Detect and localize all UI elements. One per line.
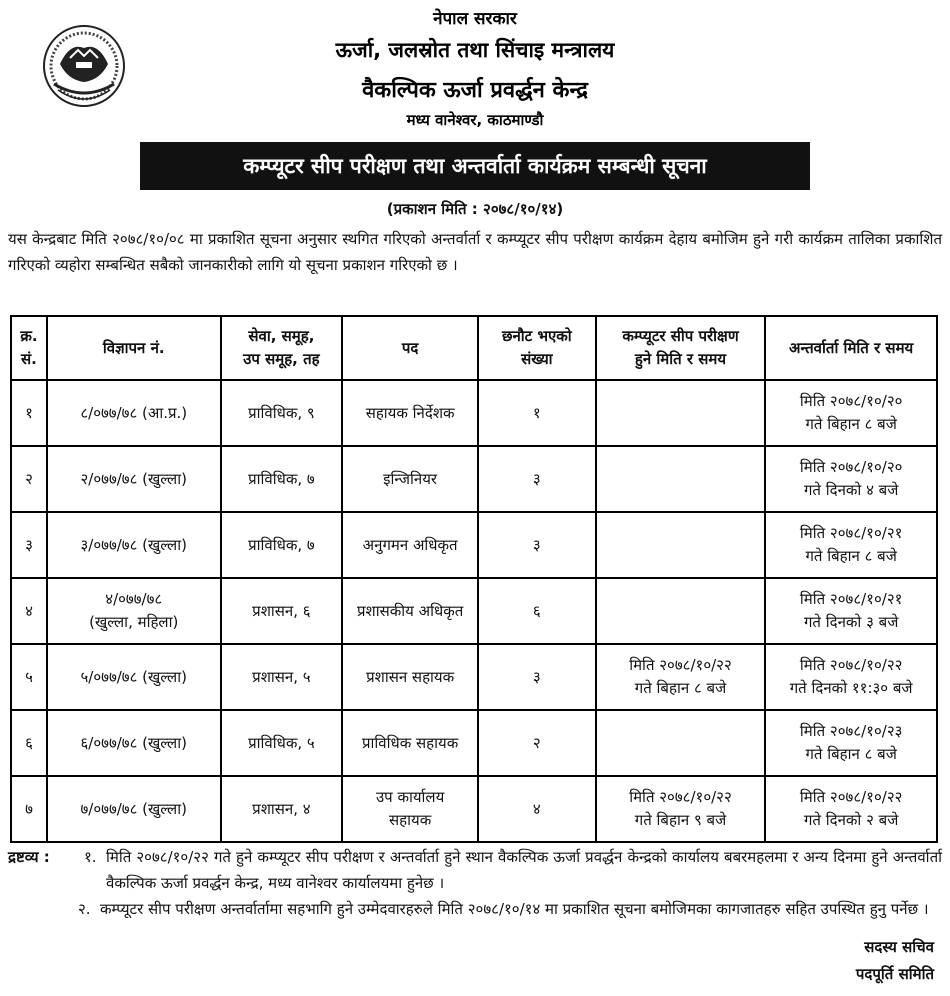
cell-count: ३ (478, 512, 596, 578)
cell-ad-line: (खुल्ला, महिला) (89, 613, 179, 631)
cell-service: प्राविधिक, ७ (221, 512, 343, 578)
cell-post-line: प्रशासकीय अधिकृत (356, 601, 464, 620)
cell-post (342, 578, 478, 644)
header-sn (11, 316, 47, 380)
header-cst (596, 316, 766, 380)
publication-date: (प्रकाशन मिति : २०७८/१०/१४) (386, 200, 564, 218)
cell-interview (765, 578, 937, 644)
cell-interview-line: मिति २०७८/१०/२२ (799, 788, 903, 806)
cell-cst (596, 578, 766, 644)
cell-cst (596, 644, 766, 710)
cell-sn: ६ (11, 710, 47, 776)
signature-block (856, 934, 934, 988)
cell-post-line: सहायक (389, 811, 432, 829)
cell-count: १ (478, 380, 596, 446)
cell-interview (765, 512, 937, 578)
cell-sn: ३ (11, 512, 47, 578)
cell-cst (596, 710, 766, 776)
cell-ad (47, 446, 221, 512)
note-item (8, 896, 942, 922)
header-line-government: नेपाल सरकार (433, 9, 517, 29)
table-row (11, 644, 937, 710)
cell-sn: १ (11, 380, 47, 446)
table-row (11, 578, 937, 644)
cell-service: प्रशासन, ५ (221, 644, 343, 710)
signature-title: सदस्य सचिव (864, 938, 934, 956)
header-line-address: मध्य वानेश्वर, काठमाण्डौ (406, 111, 544, 129)
signature-committee: पदपूर्ति समिति (855, 965, 934, 983)
header-count-line: संख्या (521, 350, 553, 368)
notice-title-banner: कम्प्यूटर सीप परीक्षण तथा अन्तर्वार्ता कार्यक्रम सम्बन्धी सूचना (140, 142, 810, 190)
cell-post (342, 446, 478, 512)
header-ad: विज्ञापन नं. (47, 316, 221, 380)
schedule-table (10, 315, 938, 843)
notes-lead: द्रष्टव्य : (8, 848, 50, 866)
cell-post-line: प्रशासन सहायक (366, 667, 455, 686)
cell-cst (596, 512, 766, 578)
intro-paragraph: यस केन्द्रबाट मिति २०७८/१०/०८ मा प्रकाशित सूचना अनुसार स्थगित गरिएको अन्तर्वार्ता र कम्प्यूटर सीप परीक्षण कार्यक्रम देहाय बमोजिम हुने गरी कार्यक्रम तालिका प्रकाशित गरिएको व्यहोरा सम्बन्धित सबैको जानकारीको लागि यो सूचना प्रकाशन गरिएको छ । (8, 230, 942, 274)
cell-post (342, 512, 478, 578)
cell-interview-line: गते दिनको २ बजे (803, 811, 899, 829)
cell-post (342, 776, 478, 842)
notes-section (8, 844, 942, 922)
cell-interview-line: गते दिनको ४ बजे (803, 481, 899, 499)
cell-service: प्रशासन, ६ (221, 578, 343, 644)
cell-interview-line: मिति २०७८/१०/२१ (799, 590, 903, 608)
cell-count: ४ (478, 776, 596, 842)
cell-interview (765, 644, 937, 710)
cell-sn: ४ (11, 578, 47, 644)
cell-count: ३ (478, 644, 596, 710)
cell-post (342, 380, 478, 446)
note-number: २. (78, 900, 91, 918)
cell-interview-line: मिति २०७८/१०/२३ (799, 722, 903, 740)
table-row (11, 380, 937, 446)
header-interview: अन्तर्वार्ता मिति र समय (765, 316, 937, 380)
header-service-line: उप समूह, तह (243, 350, 320, 368)
cell-interview-line: गते बिहान ८ बजे (805, 745, 897, 763)
cell-ad (47, 776, 221, 842)
cell-cst-line: गते बिहान ८ बजे (634, 679, 727, 697)
cell-count: ३ (478, 446, 596, 512)
cell-post-line: प्राविधिक सहायक (361, 733, 459, 752)
cell-ad-line: ८/०७७/७८ (आ.प्र.) (80, 403, 188, 422)
table-row (11, 512, 937, 578)
cell-ad-line: ३/०७७/७८ (खुल्ला) (80, 535, 187, 554)
cell-post-line: उप कार्यालय (375, 788, 445, 806)
table-row (11, 776, 937, 842)
header-service-line: सेवा, समूह, (248, 327, 315, 345)
note-number: १. (84, 848, 97, 866)
cell-ad (47, 644, 221, 710)
cell-post-line: सहायक निर्देशक (365, 403, 455, 422)
header-count-line: छनौट भएको (501, 327, 572, 345)
cell-interview (765, 380, 937, 446)
cell-cst (596, 776, 766, 842)
cell-ad-line: ७/०७७/७८ (खुल्ला) (80, 799, 187, 818)
cell-interview-line: गते दिनको ११:३० बजे (789, 679, 913, 697)
cell-service: प्राविधिक, ७ (221, 446, 343, 512)
note-text: मिति २०७८/१०/२२ गते हुने कम्प्यूटर सीप परीक्षण र अन्तर्वार्ता हुने स्थान वैकल्पिक ऊर्जा प्रवर्द्धन केन्द्रको कार्यालय बबरमहलमा र अन्य दिनमा हुने अन्तर्वार्ता वैकल्पिक ऊर्जा प्रवर्द्धन केन्द्र, मध्य वानेश्वर कार्यालयमा हुनेछ । (106, 848, 943, 892)
cell-count: २ (478, 710, 596, 776)
cell-cst (596, 446, 766, 512)
cell-service: प्राविधिक, ५ (221, 710, 343, 776)
cell-interview-line: गते बिहान ८ बजे (805, 547, 897, 565)
header-count (478, 316, 596, 380)
cell-interview-line: मिति २०७८/१०/२० (799, 458, 903, 476)
cell-interview (765, 776, 937, 842)
cell-cst-line: मिति २०७८/१०/२२ (629, 788, 732, 806)
header-cst-line: कम्प्यूटर सीप परीक्षण (622, 327, 739, 345)
cell-count: ६ (478, 578, 596, 644)
cell-cst-line: गते बिहान ९ बजे (634, 811, 727, 829)
cell-interview (765, 446, 937, 512)
header-service (221, 316, 343, 380)
cell-cst (596, 380, 766, 446)
header-line-ministry: ऊर्जा, जलस्रोत तथा सिंचाइ मन्त्रालय (335, 38, 615, 62)
cell-service: प्रशासन, ४ (221, 776, 343, 842)
cell-interview-line: मिति २०७८/१०/२१ (799, 524, 903, 542)
cell-ad (47, 578, 221, 644)
cell-post (342, 644, 478, 710)
cell-ad-line: ५/०७७/७८ (खुल्ला) (80, 667, 187, 686)
header-sn-line: क्र. (20, 327, 38, 345)
header-sn-line: सं. (21, 350, 37, 368)
cell-post-line: इन्जिनियर (383, 469, 438, 488)
note-item (8, 844, 942, 896)
cell-ad (47, 512, 221, 578)
cell-interview-line: गते बिहान ८ बजे (805, 415, 897, 433)
cell-post-line: अनुगमन अधिकृत (362, 535, 458, 554)
cell-interview-line: गते दिनको ३ बजे (803, 613, 899, 631)
cell-sn: ७ (11, 776, 47, 842)
cell-ad-line: ४/०७७/७८ (105, 590, 163, 608)
cell-ad (47, 380, 221, 446)
cell-ad-line: २/०७७/७८ (खुल्ला) (80, 469, 187, 488)
cell-interview (765, 710, 937, 776)
table-header-row (11, 316, 937, 380)
cell-post (342, 710, 478, 776)
cell-ad (47, 710, 221, 776)
cell-interview-line: मिति २०७८/१०/२२ (799, 656, 903, 674)
cell-sn: २ (11, 446, 47, 512)
cell-sn: ५ (11, 644, 47, 710)
header-line-centre: वैकल्पिक ऊर्जा प्रवर्द्धन केन्द्र (362, 78, 588, 103)
cell-cst-line: मिति २०७८/१०/२२ (629, 656, 732, 674)
header-post: पद (342, 316, 478, 380)
header-cst-line: हुने मिति र समय (634, 350, 727, 368)
table-row (11, 446, 937, 512)
note-text: कम्प्यूटर सीप परीक्षण अन्तर्वार्तामा सहभागि हुने उम्मेदवारहरुले मिति २०७८/१०/१४ मा प्रकाशित सूचना बमोजिमका कागजातहरु सहित उपस्थित हुनु पर्नेछ । (100, 900, 929, 918)
cell-interview-line: मिति २०७८/१०/२० (799, 392, 903, 410)
cell-service: प्राविधिक, ९ (221, 380, 343, 446)
cell-ad-line: ६/०७७/७८ (खुल्ला) (80, 733, 187, 752)
table-row (11, 710, 937, 776)
